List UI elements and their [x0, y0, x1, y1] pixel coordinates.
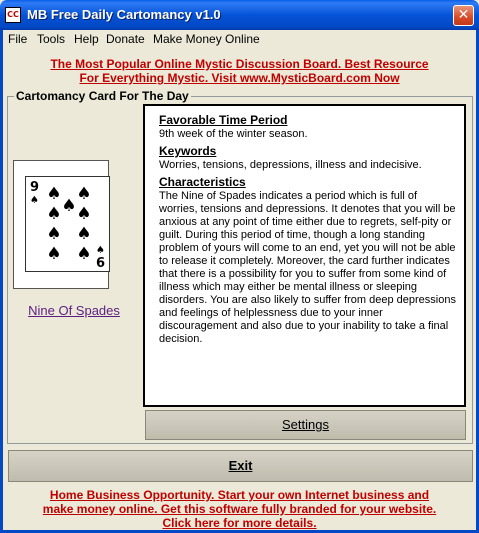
menu-donate[interactable]: Donate [106, 32, 145, 46]
exit-button-label: Exit [228, 458, 253, 473]
bottom-promo-line3[interactable]: Click here for more details. [162, 516, 317, 530]
menu-tools[interactable]: Tools [37, 32, 66, 46]
favorable-time-text: 9th week of the winter season. [159, 128, 308, 140]
card-rank-top: 9 [30, 180, 40, 195]
exit-button[interactable] [8, 450, 473, 482]
card-group-legend: Cartomancy Card For The Day [16, 89, 189, 103]
card-suit-bottom: ♠ [96, 245, 105, 256]
top-promo-line1[interactable]: The Most Popular Online Mystic Discussion Board. Best Resource [50, 57, 429, 71]
top-promo-link[interactable] [0, 57, 479, 85]
characteristics-text: The Nine of Spades indicates a period which is full of worries, tensions and depressions. It denotes that you will be anxious at any point of time either due to regrets, self-pity or guilt. During this period of time, though a long standing problem of yours will come to an end, yet you will not be able to release it completely. Moreover, the card further indicates that there is a possibility for you to suffer from some kind of illness which may either be mental illness or sleeping disorders. You are also likely to suffer from deep depressions and feelings of helplessness due to your inner discouragement and also due to your inability to take a final decision. [159, 190, 456, 345]
spade-pip-icon: ♠ [46, 224, 62, 244]
settings-button[interactable] [145, 410, 466, 440]
keywords-text: Worries, tensions, depressions, illness and indecisive. [159, 159, 422, 171]
window-border-left [0, 30, 3, 533]
settings-button-label: Settings [282, 417, 329, 432]
menu-file[interactable]: File [8, 32, 28, 46]
close-button[interactable]: ✕ [453, 5, 474, 26]
reading-text-panel[interactable] [143, 104, 466, 407]
window-title: MB Free Daily Cartomancy v1.0 [27, 7, 221, 22]
menu-bar [0, 30, 479, 49]
spade-pip-icon: ♠ [76, 204, 92, 224]
keywords-heading: Keywords [159, 144, 217, 158]
spade-pip-icon: ♠ [76, 224, 92, 244]
bottom-promo-line1[interactable]: Home Business Opportunity. Start your own Internet business and [49, 488, 430, 502]
nine-of-spades-card-icon [26, 177, 109, 271]
spade-pip-icon: ♠ [46, 204, 62, 224]
top-promo-line2[interactable]: For Everything Mystic. Visit www.MysticBoard.com Now [79, 71, 400, 85]
title-bar[interactable] [0, 0, 479, 30]
favorable-time-heading: Favorable Time Period [159, 113, 288, 127]
menu-make-money-online[interactable]: Make Money Online [153, 32, 260, 46]
playing-card-image [25, 176, 110, 272]
spade-pip-icon: ♠ [46, 244, 62, 264]
app-icon[interactable]: CC [5, 7, 21, 23]
spade-pip-icon: ♠ [76, 244, 92, 264]
menu-help[interactable]: Help [74, 32, 99, 46]
spade-pip-icon: ♠ [46, 184, 62, 204]
card-name-link[interactable]: Nine Of Spades [28, 303, 120, 318]
spade-pip-icon: ♠ [61, 196, 77, 216]
spade-pip-icon: ♠ [76, 184, 92, 204]
card-rank-bottom: 6 [95, 256, 105, 271]
card-suit-top: ♠ [30, 195, 39, 206]
bottom-promo-line2[interactable]: make money online. Get this software fully branded for your website. [42, 502, 437, 516]
characteristics-heading: Characteristics [159, 175, 246, 189]
bottom-promo-link[interactable] [0, 488, 479, 530]
